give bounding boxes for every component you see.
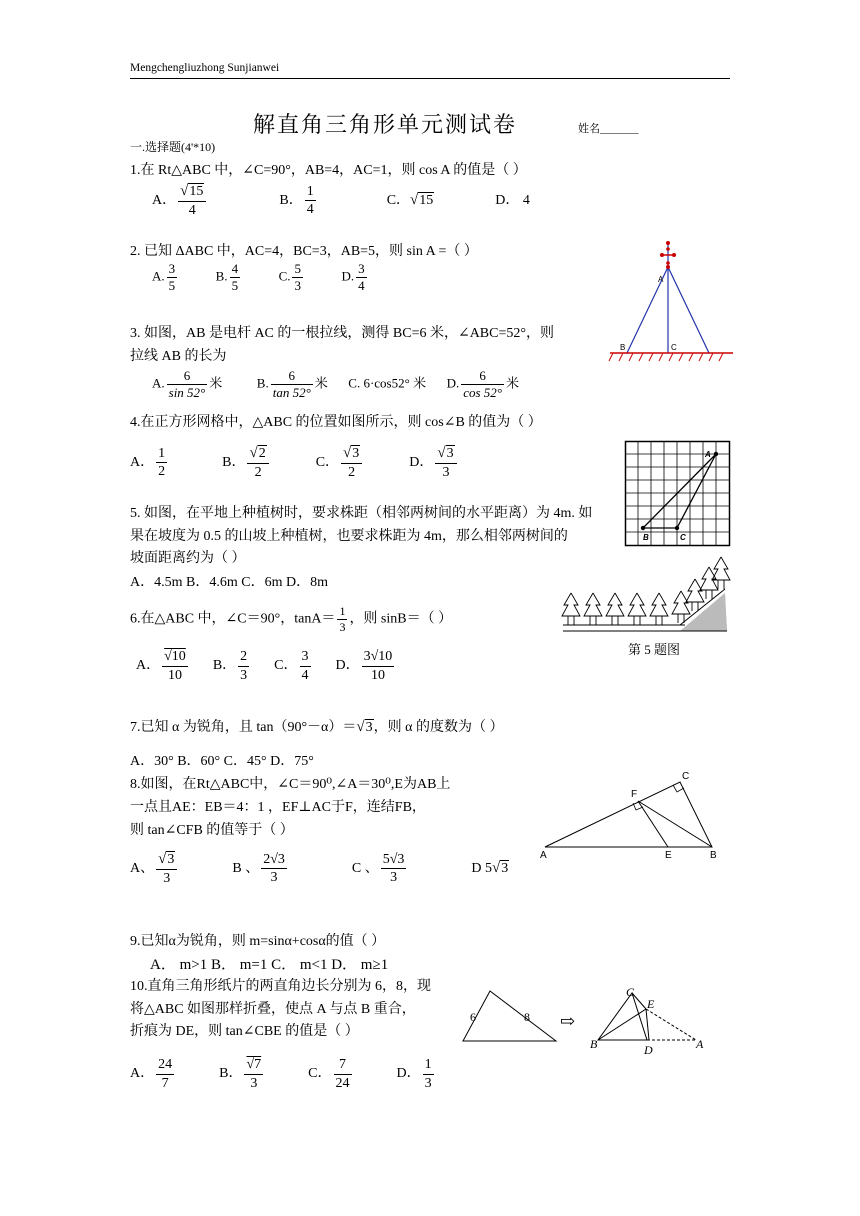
q8-options: A、 $\frac{√3}{3}$ B 、 $\frac{2√3}{3}$ C 、 $\frac{5√3}{3}$ D 5√3 bbox=[130, 851, 509, 886]
q3-line1: 3. 如图，AB 是电杆 AC 的一根拉线，测得 BC=6 米，∠ABC=52°，则 bbox=[130, 326, 554, 341]
q10-line2: 将△ABC 如图那样折叠，使点 A 与点 B 重合， bbox=[130, 1002, 416, 1017]
header-rule bbox=[130, 78, 730, 79]
q8-line3: 则 tan∠CFB 的值等于（ ） bbox=[130, 823, 294, 838]
svg-text:A: A bbox=[540, 850, 547, 861]
svg-text:A: A bbox=[658, 275, 664, 284]
svg-text:⇨: ⇨ bbox=[560, 1011, 576, 1031]
tree-icon bbox=[606, 593, 624, 625]
svg-text:C: C bbox=[671, 343, 677, 352]
svg-text:C: C bbox=[626, 985, 635, 999]
q7-options: A．30° B．60° C．45° D．75° bbox=[130, 754, 314, 769]
svg-text:C: C bbox=[680, 533, 686, 542]
svg-text:A: A bbox=[696, 1037, 704, 1051]
q8-line1: 8.如图，在Rt△ABC中，∠C＝90⁰,∠A＝30⁰,E为AB上 bbox=[130, 777, 451, 792]
q2-stem: 2. 已知 ΔABC 中，AC=4，BC=3，AB=5，则 sin A =（ ） bbox=[130, 244, 478, 259]
pole-figure bbox=[605, 235, 735, 365]
q6-stem: 6.在△ABC 中，∠C＝90°，tanA＝ $\frac{1}{3}$ ，则 sinB＝（ ） bbox=[130, 604, 453, 634]
section-heading: 一.选择题(4'*10) bbox=[130, 140, 216, 154]
q8-line2: 一点且AE：EB＝4：1 ，EF⊥AC于F，连结FB， bbox=[130, 800, 426, 815]
q7-stem: 7.已知 α 为锐角，且 tan（90°－α）＝√3，则 α 的度数为（ ） bbox=[130, 719, 504, 735]
q10-line1: 10.直角三角形纸片的两直角边长分别为 6，8，现 bbox=[130, 979, 431, 994]
svg-text:E: E bbox=[665, 850, 672, 861]
tree-icon bbox=[584, 593, 602, 625]
q2-options: A. $\frac{3}{5}$ B. $\frac{4}{5}$ C. $\frac{5}{3}$ D. $\frac{3}{4}$ bbox=[152, 261, 365, 294]
q1-options: A． $\frac{√15}{4}$ B． $\frac{1}{4}$ C．√15 D． 4 bbox=[152, 183, 530, 218]
tree-icon bbox=[700, 567, 718, 599]
grid-figure bbox=[625, 441, 731, 547]
svg-text:8: 8 bbox=[524, 1010, 530, 1024]
q9-stem: 9.已知α为锐角，则 m=sinα+cosα的值（ ） bbox=[130, 934, 386, 949]
svg-text:E: E bbox=[647, 997, 655, 1011]
svg-text:B: B bbox=[710, 850, 717, 861]
svg-text:B: B bbox=[620, 343, 626, 352]
q10-options: A． $\frac{24}{7}$ B． $\frac{√7}{3}$ C． $\frac{7}{24}$ D． $\frac{1}{3}$ bbox=[130, 1057, 432, 1091]
q5-line1: 5. 如图，在平地上种植树时，要求株距（相邻两树间的水平距离）为 4m. 如 bbox=[130, 506, 593, 521]
svg-text:B: B bbox=[590, 1037, 598, 1051]
q3-options: A. $\frac{6}{\sin 52^\circ}$ 米 B. $\frac{6}{\tan 52^\circ}$ 米 C. 6·cos52° 米 D. $\frac{6}{\cos 52^\circ}$ 米 bbox=[152, 368, 519, 401]
figure-caption: 第 5 题图 bbox=[628, 642, 681, 657]
name-field: 姓名_______ bbox=[578, 123, 639, 135]
q8-figure bbox=[540, 770, 730, 862]
page-title: 解直角三角形单元测试卷 bbox=[253, 112, 518, 137]
q5-line3: 坡面距离约为（ ） bbox=[130, 551, 246, 566]
svg-text:F: F bbox=[631, 789, 638, 800]
q9-options: A． m>1 B． m=1 C． m<1 D． m≥1 bbox=[150, 957, 389, 973]
svg-text:B: B bbox=[643, 533, 649, 542]
svg-text:6: 6 bbox=[470, 1010, 476, 1024]
q1-stem: 1.在 Rt△ABC 中，∠C=90°，AB=4，AC=1，则 cos A 的值是（ ） bbox=[130, 163, 527, 178]
tree-icon bbox=[686, 579, 704, 611]
q5-line2: 果在坡度为 0.5 的山坡上种植树，也要求株距为 4m，那么相邻两树间的 bbox=[130, 529, 568, 544]
q4-stem: 4.在正方形网格中，△ABC 的位置如图所示，则 cos∠B 的值为（ ） bbox=[130, 415, 542, 430]
svg-text:A: A bbox=[705, 450, 711, 459]
q4-options: A． $\frac{1}{2}$ B． $\frac{√2}{2}$ C． $\frac{√3}{2}$ D． $\frac{√3}{3}$ bbox=[130, 444, 459, 481]
tree-icon bbox=[672, 591, 690, 623]
tree-icon bbox=[650, 593, 668, 625]
svg-text:D: D bbox=[644, 1043, 653, 1057]
trees-figure bbox=[555, 555, 735, 635]
tree-icon bbox=[562, 593, 580, 625]
q10-line3: 折痕为 DE，则 tan∠CBE 的值是（ ） bbox=[130, 1024, 359, 1039]
header-author: Mengchengliuzhong Sunjianwei bbox=[130, 62, 280, 74]
q6-options: A． $\frac{√10}{10}$ B． $\frac{2}{3}$ C． $\frac{3}{4}$ D． $\frac{3√10}{10}$ bbox=[136, 649, 393, 683]
fold-figure bbox=[460, 985, 720, 1055]
q3-line2: 拉线 AB 的长为 bbox=[130, 349, 227, 364]
tree-icon bbox=[628, 593, 646, 625]
q5-options: A．4.5m B．4.6m C．6m D．8m bbox=[130, 575, 328, 590]
svg-text:C: C bbox=[682, 771, 690, 782]
